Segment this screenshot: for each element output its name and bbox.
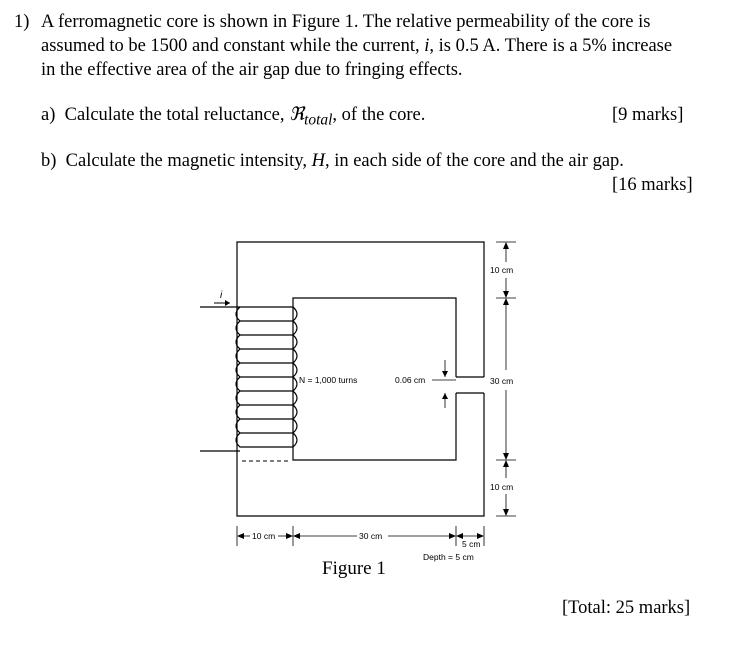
reluctance-subscript: total [304, 111, 333, 129]
dim-right-label: 5 cm [462, 539, 481, 549]
question-line-2-end: , is 0.5 A. There is a 5% increase [429, 36, 673, 56]
dim-center-label: 30 cm [359, 531, 383, 541]
gap-arrowhead-top [442, 371, 448, 377]
question-line-2-start: assumed to be 1500 and constant while the current, [41, 36, 425, 56]
dim-left-label: 10 cm [252, 531, 276, 541]
core-outer-boundary [237, 242, 484, 516]
question-number: 1) [14, 12, 30, 32]
turns-label: N = 1,000 turns [299, 375, 358, 385]
part-b-label: b) [41, 151, 57, 171]
dim-top-label: 10 cm [490, 265, 514, 275]
part-a-label: a) [41, 105, 56, 125]
question-line-3: in the effective area of the air gap due to fringing effects. [41, 60, 463, 80]
dim-bottom-label: 10 cm [490, 482, 514, 492]
part-a-marks: [9 marks] [612, 105, 684, 125]
depth-label: Depth = 5 cm [423, 552, 474, 562]
part-b-text-end: , in each side of the core and the air gap. [324, 151, 624, 171]
part-a-text: Calculate the total reluctance, [64, 105, 290, 125]
gap-arrowhead-bottom [442, 393, 448, 399]
current-label: i [220, 290, 223, 301]
current-variable: i [424, 36, 430, 56]
dim-middle-label: 30 cm [490, 376, 514, 386]
coil-winding [200, 307, 297, 461]
total-marks: [Total: 25 marks] [562, 598, 691, 618]
gap-label: 0.06 cm [395, 375, 426, 385]
question-line-1: A ferromagnetic core is shown in Figure 1. The relative permeability of the core is [41, 12, 651, 32]
part-a-text-end: , of the core. [332, 105, 426, 125]
part-b-marks: [16 marks] [612, 175, 693, 195]
figure-caption: Figure 1 [322, 558, 386, 579]
part-b-text: Calculate the magnetic intensity, [65, 151, 312, 171]
intensity-variable: H [311, 151, 325, 171]
current-arrowhead [225, 300, 230, 306]
reluctance-symbol: ℜ [289, 104, 305, 125]
